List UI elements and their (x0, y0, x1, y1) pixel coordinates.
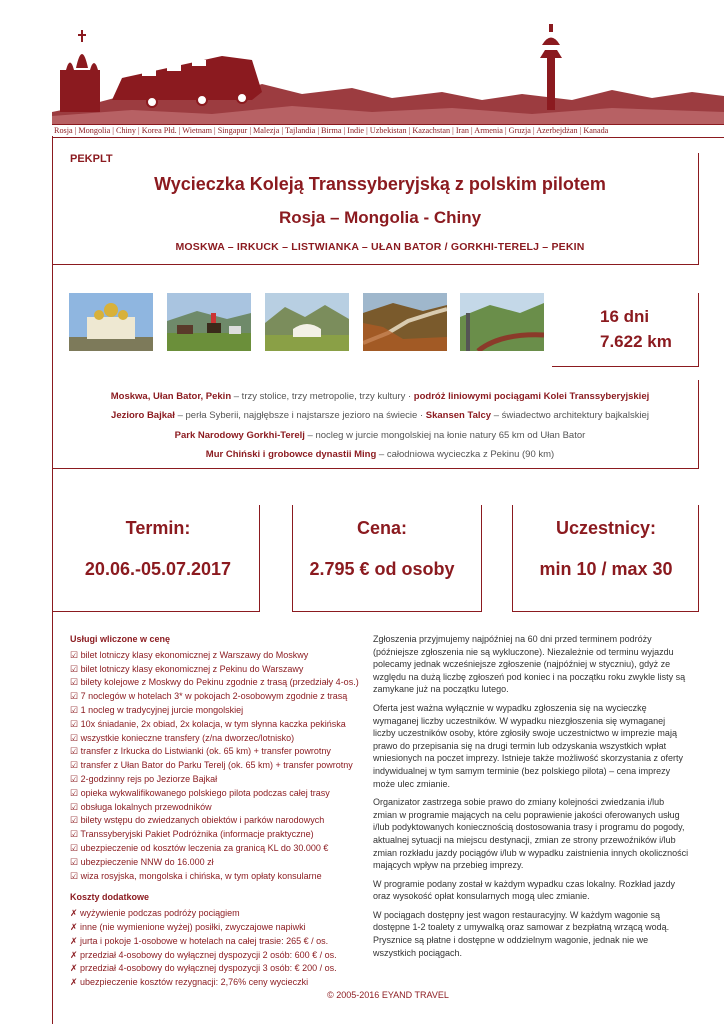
service-item: ☑ bilety wstępu do zwiedzanych obiektów i parków narodowych (70, 815, 325, 826)
extra-cost-item: ✗ wyżywienie podczas podróży pociągiem (70, 908, 240, 919)
info-paragraph: Zgłoszenia przyjmujemy najpóźniej na 60 dni przed terminem podróży (późniejsze zgłoszenia nie są wykluczone). Niezależnie od terminu wyjazdu polecamy jednak wcześniejsze zgłoszenie (najpóźniej w styczniu), gdyż ze względu na dużą liczbę zgłoszeń pod koniec i na początku roku zwykle listy są zamykane już na początku lutego. (373, 634, 686, 695)
highlight-line: Moskwa, Ułan Bator, Pekin – trzy stolice, trzy metropolie, trzy kultury · podróż liniowymi pociągami Kolei Transsyberyjskiej (110, 391, 650, 402)
cathedral-photo (69, 293, 153, 351)
service-item: ☑ wiza rosyjska, mongolska i chińska, w tym opłaty konsularne (70, 870, 322, 881)
highlight-line: Park Narodowy Gorkhi-Terelj – nocleg w jurcie mongolskiej na łonie natury 65 km od Ułan Bator (174, 430, 586, 441)
highlight-line: Jezioro Bajkał – perła Syberii, najgłębsze i najstarsze jezioro na świecie · Skansen Talcy – świadectwo architektury bajkalskiej (111, 410, 649, 421)
participants-value: min 10 / max 30 (539, 559, 673, 579)
tour-days: 16 dni (600, 307, 650, 326)
participants-block (506, 518, 706, 580)
service-item: ☑ 2-godzinny rejs po Jeziorze Bajkał (70, 773, 218, 784)
service-item: ☑ bilet lotniczy klasy ekonomicznej z Warszawy do Moskwy (70, 649, 309, 660)
services-list (70, 649, 360, 884)
service-item: ☑ 10x śniadanie, 2x obiad, 2x kolacja, w tym słynna kaczka pekińska (70, 718, 346, 729)
tour-distance: 7.622 km (600, 332, 672, 351)
service-item: ☑ transfer z Ułan Bator do Parku Terelj (ok. 65 km) + transfer powrotny (70, 760, 353, 771)
price-block (282, 518, 482, 580)
price-label: Cena: (356, 518, 407, 538)
price-value: 2.795 € od osoby (309, 559, 455, 579)
train-icon (112, 56, 262, 107)
service-item: ☑ 7 noclegów w hotelach 3* w pokojach 2-osobowym zgodnie z trasą (70, 691, 348, 702)
service-item: ☑ bilety kolejowe z Moskwy do Pekinu zgodnie z trasą (przedziały 4-os.) (70, 677, 359, 688)
mongolia-horses-photo (167, 293, 251, 351)
duration-frame (552, 293, 699, 367)
header-illustration (52, 0, 724, 136)
copyright-footer: © 2005-2016 EYAND TRAVEL (327, 990, 449, 1000)
extra-cost-item: ✗ przedział 4-osobowy do wyłącznej dyspozycji 3 osób: € 200 / os. (70, 963, 337, 974)
highlight-line: Mur Chiński i grobowce dynastii Ming – całodniowa wycieczka z Pekinu (90 km) (205, 449, 555, 460)
info-paragraph: Organizator zastrzega sobie prawo do zmiany kolejności zwiedzania i/lub zmian w programie mających na celu poprawienie jakości oferowanych usług i/lub podyktowanych koniecznością dostosowania trasy i programu do pogody, aktualnej sytuacji na miejscu destynacji, zmian ze strony przewoźników i/lub zmian rozkładu jazdy pociągów i/lub w wypadku zaistnienia innych okoliczności mających wpływ na przebieg imprezy. (373, 797, 689, 871)
info-paragraph: W programie podany został w każdym wypadku czas lokalny. Rozkład jazdy oraz wysokość opłat konsularnych mogą ulec zmianie. (373, 878, 675, 902)
service-item: ☑ bilet lotniczy klasy ekonomicznej z Pekinu do Warszawy (70, 663, 304, 674)
extra-cost-item: ✗ ubezpieczenie kosztów rezygnacji: 2,76% ceny wycieczki (70, 977, 309, 988)
country-navigation: Rosja | Mongolia | Chiny | Korea Płd. | Wietnam | Singapur | Malezja | Tajlandia | Birma | Indie | Uzbekistan | Kazachstan | Iran | Armenia | Gruzja | Azerbejdżan | Kanada (52, 124, 724, 138)
services-heading: Usługi wliczone w cenę (70, 634, 171, 644)
great-wall-photo (363, 293, 447, 351)
tour-subtitle: Rosja – Mongolia - Chiny (278, 208, 482, 227)
date-label: Termin: (125, 518, 191, 538)
yurt-photo (265, 293, 349, 351)
booking-info (373, 633, 690, 965)
service-item: ☑ transfer z Irkucka do Listwianki (ok. 65 km) + transfer powrotny (70, 746, 331, 757)
extra-costs-list (70, 907, 360, 990)
extra-costs-heading: Koszty dodatkowe (70, 892, 150, 903)
tour-code: PEKPLT (70, 153, 113, 165)
service-item: ☑ Transsyberyjski Pakiet Podróżnika (informacje praktyczne) (70, 829, 314, 840)
service-item: ☑ ubezpieczenie od kosztów leczenia za granicą KL do 30.000 € (70, 842, 329, 853)
cathedral-icon (60, 30, 100, 112)
date-value: 20.06.-05.07.2017 (84, 559, 232, 579)
train-landscape-photo (460, 293, 544, 351)
service-item: ☑ 1 nocleg w tradycyjnej jurcie mongolskiej (70, 704, 244, 715)
service-item: ☑ wszystkie konieczne transfery (z/na dworzec/lotnisko) (70, 732, 295, 743)
service-item: ☑ obsługa lokalnych przewodników (70, 801, 212, 812)
info-paragraph: W pociągach dostępny jest wagon restauracyjny. W każdym wagonie są dostępne 1-2 toalety z umywalką oraz samowar z bezpłatną wrzącą wodą. Prysznice są płatne i dostępne w oddzielnym wagonie, jednak nie we wszystkich pociągach. (373, 909, 670, 958)
extra-cost-item: ✗ inne (nie wymienione wyżej) posiłki, zwyczajowe napiwki (70, 921, 306, 932)
tour-route: MOSKWA – IRKUCK – LISTWIANKA – UŁAN BATOR / GORKHI-TERELJ – PEKIN (175, 241, 585, 253)
date-block (58, 518, 258, 580)
extra-cost-item: ✗ jurta i pokoje 1-osobowe w hotelach na całej trasie: 265 € / os. (70, 935, 329, 946)
service-item: ☑ ubezpieczenie NNW do 16.000 zł (70, 856, 214, 867)
tour-title: Wycieczka Koleją Transsyberyjską z polskim pilotem (154, 174, 606, 194)
service-item: ☑ opieka wykwalifikowanego polskiego pilota podczas całej trasy (70, 787, 330, 798)
participants-label: Uczestnicy: (555, 518, 657, 538)
extra-cost-item: ✗ przedział 4-osobowy do wyłącznej dyspozycji 2 osób: 600 € / os. (70, 949, 337, 960)
included-services (70, 633, 360, 990)
info-paragraph: Oferta jest ważna wyłącznie w wypadku zgłoszenia się na wycieczkę wymaganej liczby uczestników. W wypadku niezgłoszenia się wymaganej liczby uczestników osoby, które zgłosiły swoje uczestnictwo w imprezie mają prawo do przepisania się na drugi termin lub odzyskania wszystkich wpłat wniesionych na poczet imprezy. Istnieje także możliwość skorzystania z oferty indywidualnej w tym samym terminie (bez polskiego pilota) – cena imprezy może ulec zmianie. (373, 702, 683, 789)
